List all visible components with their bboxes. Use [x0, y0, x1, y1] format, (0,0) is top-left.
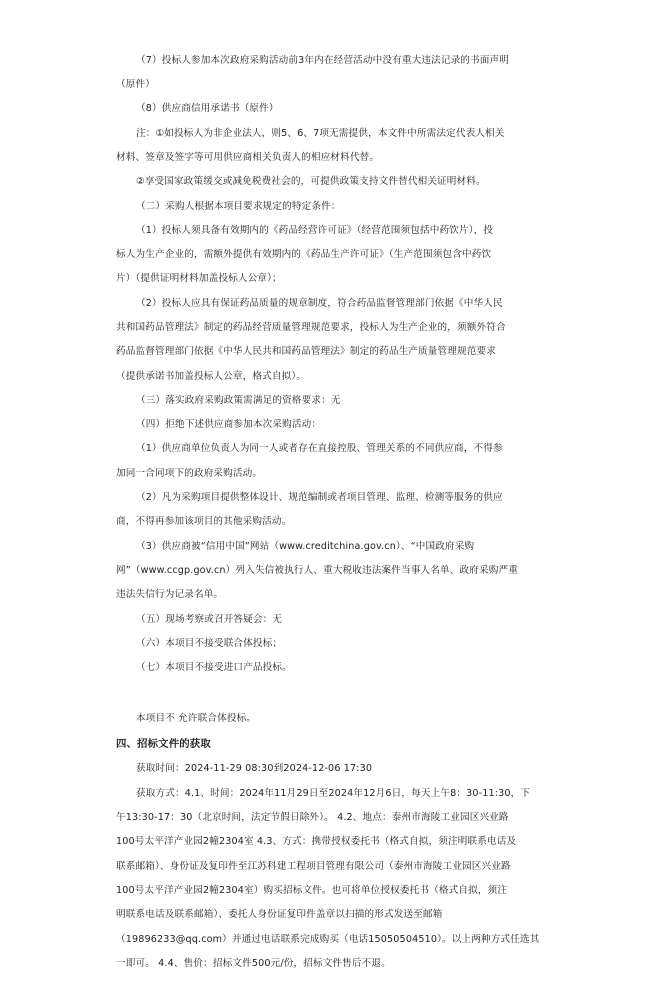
text-line: 片）（提供证明材料加盖投标人公章）； — [116, 273, 282, 284]
text-line: 网”（www.ccgp.gov.cn）列入失信被执行人、重大税收违法案件当事人名单、政府采购严重 — [116, 565, 518, 576]
consortium-note: 本项目不 允许联合体投标。 — [136, 713, 257, 724]
note-line: 注：①如投标人为非企业法人，则5、6、7项无需提供，本文件中所需法定代表人相关 — [136, 128, 505, 139]
text-line: 材料、签章及签字等可用供应商相关负责人的相应材料代替。 — [116, 152, 380, 163]
text-line: （2）凡为采购项目提供整体设计、规范编制或者项目管理、监理、检测等服务的供应 — [136, 492, 503, 503]
section-subheading: （二）采购人根据本项目要求规定的特定条件： — [136, 201, 341, 212]
text-line: （1）投标人须具备有效期内的《药品经营许可证》（经营范围须包括中药饮片），投 — [136, 225, 494, 236]
text-line: 一即可。 4.4、售价：招标文件500元/份，招标文件售后不退。 — [116, 958, 391, 969]
section-subheading: （四）拒绝下述供应商参加本次采购活动： — [136, 419, 322, 430]
text-line: 100号太平洋产业园2幢2304室 4.3、方式：携带授权委托书（格式自拟，须注明联系电话及 — [116, 836, 517, 847]
section-subheading: （五）现场考察或召开答疑会：无 — [136, 614, 283, 625]
text-line: （2）投标人应具有保证药品质量的规章制度，符合药品监督管理部门依据《中华人民 — [136, 298, 503, 309]
text-line: 违法失信行为记录名单。 — [116, 589, 224, 600]
text-line: （8）供应商信用承诺书（原件） — [136, 103, 279, 114]
acquisition-method: 获取方式：4.1、时间：2024年11月29日至2024年12月6日，每天上午8：30-11:30，下 — [136, 788, 531, 799]
section-heading: 四、招标文件的获取 — [116, 738, 211, 750]
text-line: （1）供应商单位负责人为同一人或者存在直接控股、管理关系的不同供应商，不得参 — [136, 443, 503, 454]
text-line: 100号太平洋产业园2幢2304室）购买招标文件。也可将单位授权委托书（格式自拟，须注 — [116, 885, 508, 896]
text-line: 药品监督管理部门依据《中华人民共和国药品管理法》制定的药品生产质量管理规范要求 — [116, 346, 497, 357]
text-line: 明联系电话及联系邮箱）、委托人身份证复印件盖章以扫描的形式发送至邮箱 — [116, 909, 443, 920]
text-line: ②享受国家政策缓交或减免税费社会的，可提供政策支持文件替代相关证明材料。 — [136, 176, 486, 187]
text-line: （原件） — [116, 79, 155, 90]
acquisition-time: 获取时间：2024-11-29 08:30到2024-12-06 17:30 — [136, 763, 373, 774]
text-line: 商，不得再参加该项目的其他采购活动。 — [116, 516, 292, 527]
text-line: （3）供应商被“信用中国”网站（www.creditchina.gov.cn）、“中国政府采购 — [136, 541, 475, 552]
section-subheading: （三）落实政府采购政策需满足的资格要求：无 — [136, 395, 341, 406]
text-line: 午13:30-17：30（北京时间，法定节假日除外）。 4.2、地点：泰州市海陵工业园区兴业路 — [116, 812, 509, 823]
text-line: （19896233@qq.com）并通过电话联系完成购买（电话15050504510）。以上两种方式任选其 — [116, 934, 540, 945]
text-line: （7）投标人参加本次政府采购活动前3年内在经营活动中没有重大违法记录的书面声明 — [136, 55, 510, 66]
section-subheading: （七）本项目不接受进口产品投标。 — [136, 662, 292, 673]
text-line: 联系邮箱）、身份证及复印件至江苏科建工程项目管理有限公司（泰州市海陵工业园区兴业路 — [116, 861, 511, 872]
text-line: 共和国药品管理法》制定的药品经营质量管理规范要求，投标人为生产企业的，须额外符合 — [116, 322, 506, 333]
text-line: 加同一合同项下的政府采购活动。 — [116, 468, 263, 479]
section-subheading: （六）本项目不接受联合体投标； — [136, 638, 283, 649]
text-line: （提供承诺书加盖投标人公章，格式自拟）。 — [116, 371, 307, 382]
text-line: 标人为生产企业的，需额外提供有效期内的《药品生产许可证》（生产范围须包含中药饮 — [116, 249, 492, 260]
